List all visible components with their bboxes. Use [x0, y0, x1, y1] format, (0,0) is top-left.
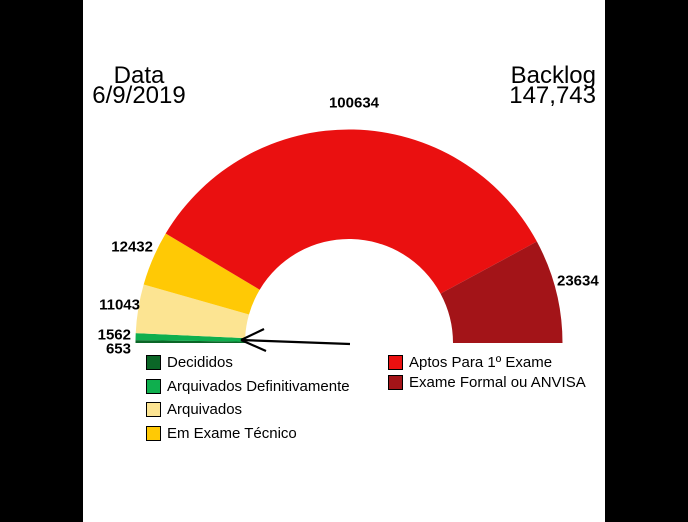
slice-value-label-exame-formal-ou-anvisa: 23634 — [557, 272, 599, 290]
legend-swatch-exame-formal-ou-anvisa — [388, 375, 403, 390]
annotation-arrow — [241, 329, 350, 351]
legend-label-exame-formal-ou-anvisa: Exame Formal ou ANVISA — [409, 374, 586, 391]
legend-left-column — [146, 351, 350, 445]
backlog-value: 147,743 — [509, 81, 596, 109]
legend-label-aptos-para-1-exame: Aptos Para 1º Exame — [409, 354, 553, 371]
slice-value-label-arquivados: 11043 — [99, 296, 140, 314]
legend-swatch-arquivados-definitivamente — [146, 379, 161, 394]
legend-item-arquivados — [146, 398, 350, 422]
legend-label-decididos: Decididos — [167, 354, 233, 372]
legend-item-decididos — [146, 351, 350, 375]
legend-swatch-arquivados — [146, 402, 161, 417]
legend-item-em-exame-tecnico — [146, 422, 350, 446]
legend-label-em-exame-tecnico: Em Exame Técnico — [167, 424, 297, 442]
legend-item-aptos-para-1-exame — [388, 353, 586, 373]
backlog-label: Backlog — [510, 62, 596, 89]
legend-right-column — [388, 353, 586, 393]
slice-value-label-aptos-para-1-exame: 100634 — [328, 94, 380, 112]
chart-area — [83, 0, 605, 522]
legend-item-exame-formal-ou-anvisa — [388, 373, 586, 393]
legend-swatch-decididos — [146, 355, 161, 370]
legend-item-arquivados-definitivamente — [146, 375, 350, 399]
date-value: 6/9/2019 — [92, 81, 186, 109]
slice-value-label-decididos: 653 — [105, 340, 131, 358]
legend-swatch-em-exame-tecnico — [146, 426, 161, 441]
legend-label-arquivados-definitivamente: Arquivados Definitivamente — [167, 377, 350, 395]
slice-value-label-em-exame-tecnico: 12432 — [111, 238, 153, 256]
slice-value-label-arquivados-definitivamente: 1562 — [97, 326, 131, 344]
date-label: Data — [113, 62, 165, 89]
legend-label-arquivados: Arquivados — [167, 401, 243, 419]
legend-swatch-aptos-para-1-exame — [388, 355, 403, 370]
